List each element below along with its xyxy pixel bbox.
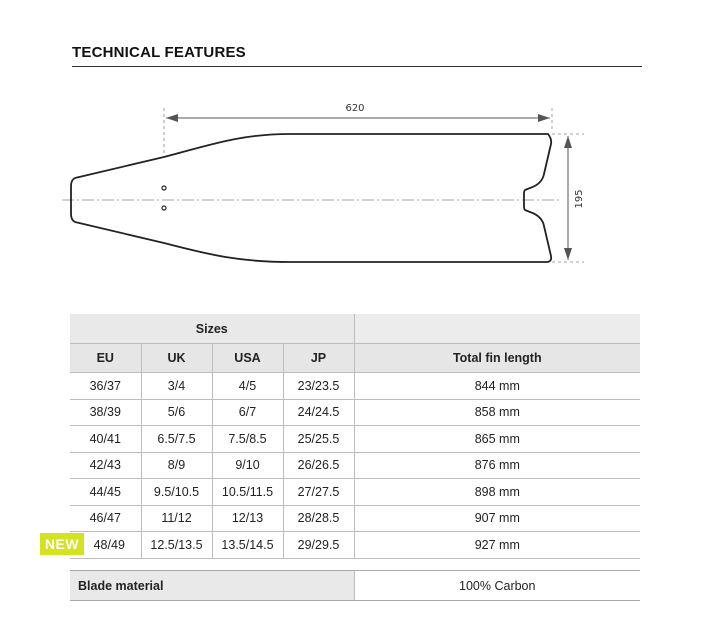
cell-jp: 26/26.5 bbox=[283, 452, 354, 479]
fin-technical-drawing bbox=[0, 0, 716, 300]
cell-usa: 4/5 bbox=[212, 373, 283, 400]
cell-eu bbox=[44, 532, 141, 559]
cell-total-length: 898 mm bbox=[354, 479, 640, 506]
cell-eu: 44/45 bbox=[70, 479, 141, 506]
cell-uk: 9.5/10.5 bbox=[141, 479, 212, 506]
cell-total-length: 858 mm bbox=[354, 399, 640, 426]
table-row bbox=[70, 426, 640, 453]
sizes-group-header: Sizes bbox=[70, 314, 354, 344]
blade-material-label: Blade material bbox=[70, 571, 354, 601]
cell-eu: 36/37 bbox=[70, 373, 141, 400]
section-title: TECHNICAL FEATURES bbox=[72, 44, 246, 61]
material-row bbox=[70, 571, 640, 601]
new-badge: NEW bbox=[40, 533, 84, 555]
table-row bbox=[70, 532, 640, 559]
cell-jp: 24/24.5 bbox=[283, 399, 354, 426]
table-row bbox=[70, 373, 640, 400]
dimension-arrowhead bbox=[564, 136, 572, 148]
cell-uk: 3/4 bbox=[141, 373, 212, 400]
blade-material-value: 100% Carbon bbox=[354, 571, 640, 601]
length-label: 620 bbox=[345, 103, 365, 114]
cell-eu: 40/41 bbox=[70, 426, 141, 453]
cell-jp: 23/23.5 bbox=[283, 373, 354, 400]
dimension-arrowhead bbox=[166, 114, 178, 122]
cell-total-length: 876 mm bbox=[354, 452, 640, 479]
sizes-table bbox=[44, 314, 640, 559]
cell-eu: 42/43 bbox=[70, 452, 141, 479]
dimension-arrowhead bbox=[538, 114, 550, 122]
cell-eu: 38/39 bbox=[70, 399, 141, 426]
table-row bbox=[70, 452, 640, 479]
cell-usa: 10.5/11.5 bbox=[212, 479, 283, 506]
fin-outline bbox=[71, 134, 551, 262]
cell-jp: 28/28.5 bbox=[283, 505, 354, 532]
width-label: 195 bbox=[574, 189, 585, 209]
cell-total-length: 844 mm bbox=[354, 373, 640, 400]
cell-usa: 6/7 bbox=[212, 399, 283, 426]
cell-usa: 12/13 bbox=[212, 505, 283, 532]
column-header-usa: USA bbox=[212, 344, 283, 373]
material-table bbox=[70, 570, 640, 601]
cell-uk: 6.5/7.5 bbox=[141, 426, 212, 453]
cell-usa: 7.5/8.5 bbox=[212, 426, 283, 453]
cell-jp: 27/27.5 bbox=[283, 479, 354, 506]
cell-usa: 13.5/14.5 bbox=[212, 532, 283, 559]
column-header-jp: JP bbox=[283, 344, 354, 373]
cell-total-length: 907 mm bbox=[354, 505, 640, 532]
cell-eu: 46/47 bbox=[70, 505, 141, 532]
column-header-total-fin-length: Total fin length bbox=[354, 344, 640, 373]
column-header-eu: EU bbox=[70, 344, 141, 373]
cell-jp: 29/29.5 bbox=[283, 532, 354, 559]
mounting-hole bbox=[162, 186, 166, 190]
table-row bbox=[70, 479, 640, 506]
mounting-hole bbox=[162, 206, 166, 210]
table-row bbox=[70, 505, 640, 532]
cell-jp: 25/25.5 bbox=[283, 426, 354, 453]
cell-uk: 8/9 bbox=[141, 452, 212, 479]
cell-uk: 12.5/13.5 bbox=[141, 532, 212, 559]
column-header-uk: UK bbox=[141, 344, 212, 373]
cell-total-length: 927 mm bbox=[354, 532, 640, 559]
cell-total-length: 865 mm bbox=[354, 426, 640, 453]
cell-uk: 5/6 bbox=[141, 399, 212, 426]
header-spacer bbox=[354, 314, 640, 344]
cell-usa: 9/10 bbox=[212, 452, 283, 479]
dimension-arrowhead bbox=[564, 248, 572, 260]
table-row bbox=[70, 399, 640, 426]
cell-uk: 11/12 bbox=[141, 505, 212, 532]
cell-eu-value: 48/49 bbox=[93, 537, 125, 552]
